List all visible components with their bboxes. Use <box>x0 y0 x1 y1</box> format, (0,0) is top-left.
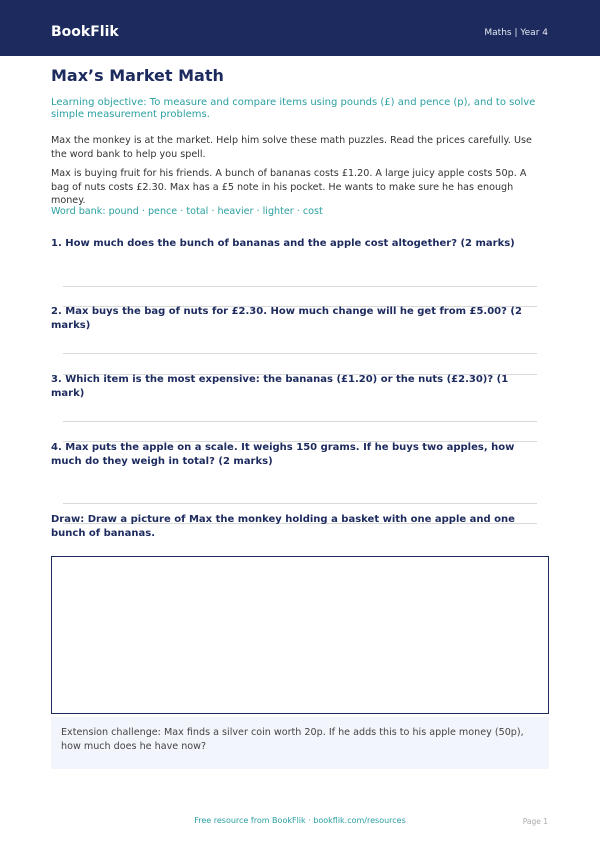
answer-line-2[interactable] <box>63 353 537 354</box>
question-4: 4. Max puts the apple on a scale. It weighs 150 grams. If he buys two apples, how much do they weigh in total? (2 marks) <box>51 442 515 467</box>
page-title: Max’s Market Math <box>51 66 224 85</box>
answer-line-1[interactable] <box>63 286 537 287</box>
draw-task: Draw: Draw a picture of Max the monkey holding a basket with one apple and one bunch of bananas. <box>51 514 515 539</box>
word-bank: Word bank: pound · pence · total · heavier · lighter · cost <box>51 206 323 217</box>
question-2: 2. Max buys the bag of nuts for £2.30. How much change will he get from £5.00? (2 marks) <box>51 306 522 331</box>
question-3: 3. Which item is the most expensive: the bananas (£1.20) or the nuts (£2.30)? (1 mark) <box>51 374 509 399</box>
footer-credit[interactable]: Free resource from BookFlik · bookflik.com/resources <box>194 816 406 825</box>
story-paragraph: Max is buying fruit for his friends. A bunch of bananas costs £1.20. A large juicy apple costs 50p. A bag of nuts costs £2.30. Max has a £5 note in his pocket. He wants to make sure he has enough money. <box>51 168 527 206</box>
drawing-box[interactable] <box>51 556 549 714</box>
answer-line-4[interactable] <box>63 503 537 504</box>
intro-paragraph: Max the monkey is at the market. Help him solve these math puzzles. Read the prices carefully. Use the word bank to help you spell. <box>51 135 532 160</box>
answer-line-3[interactable] <box>63 421 537 422</box>
question-1: 1. How much does the bunch of bananas and the apple cost altogether? (2 marks) <box>51 238 515 249</box>
header-bar <box>0 0 600 56</box>
subject-year: Maths | Year 4 <box>484 28 548 38</box>
brand-logo[interactable]: BookFlik <box>51 24 119 40</box>
learning-objective: Learning objective: To measure and compare items using pounds (£) and pence (p), and to solve simple measurement problems. <box>51 97 536 120</box>
extension-challenge: Extension challenge: Max finds a silver coin worth 20p. If he adds this to his apple money (50p), how much does he have now? <box>51 717 549 769</box>
page-number: Page 1 <box>522 817 548 826</box>
